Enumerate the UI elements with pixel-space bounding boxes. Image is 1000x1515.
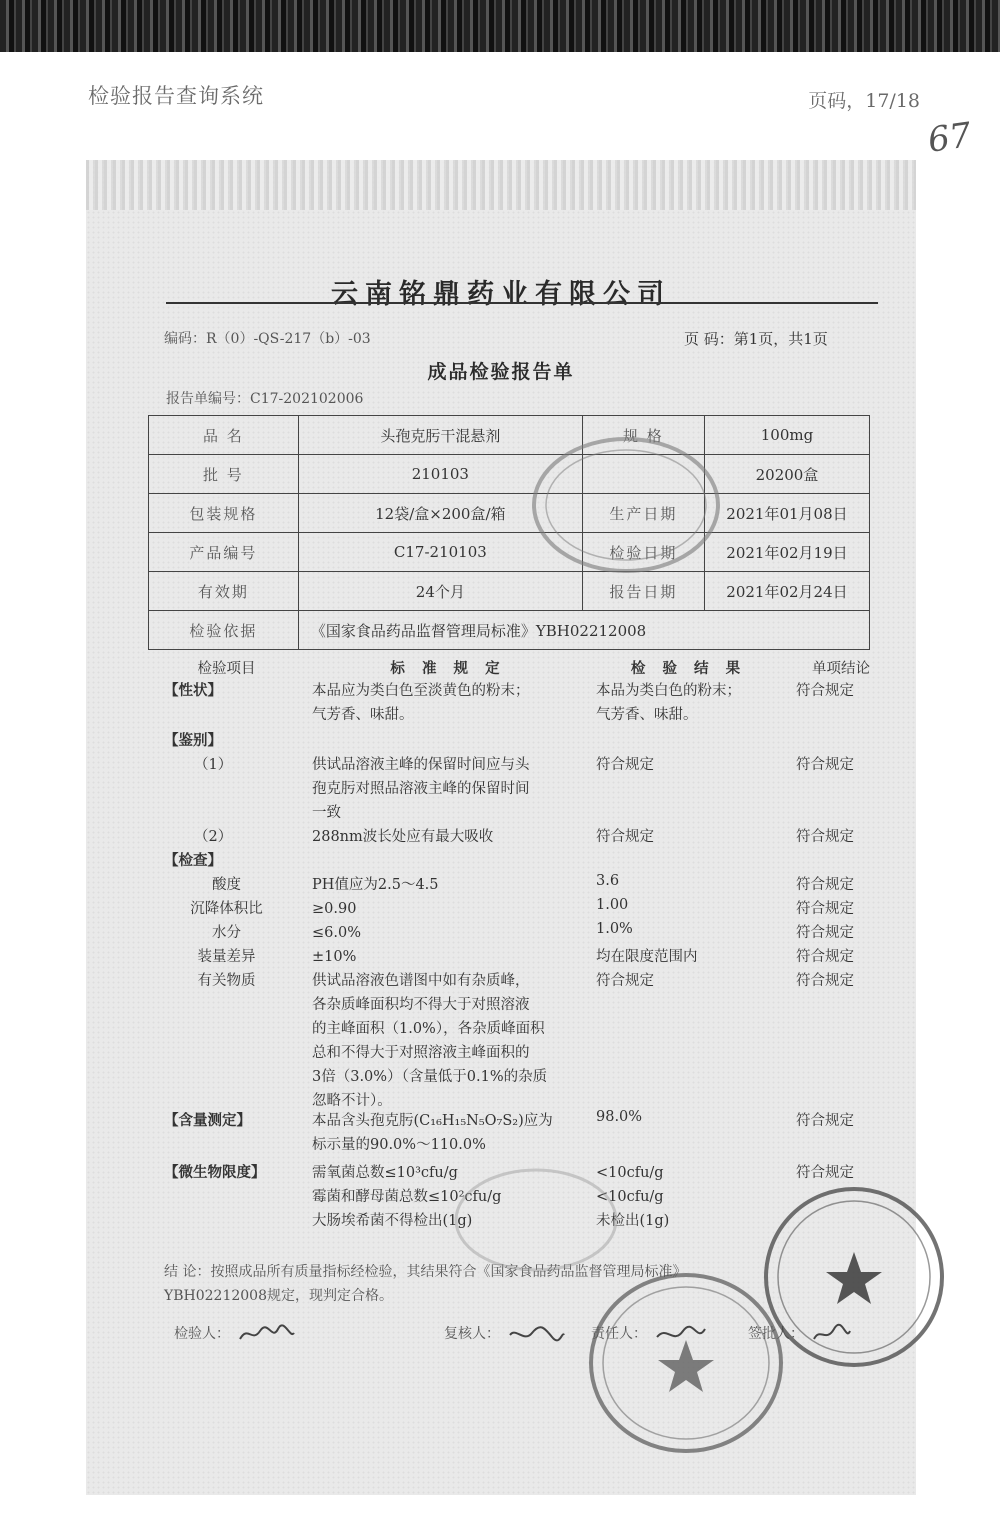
conclusion-text: 符合规定 xyxy=(796,757,854,773)
conclusion-text: 符合规定 xyxy=(796,877,854,893)
standard-line: 供试品溶液色谱图中如有杂质峰， xyxy=(312,973,530,989)
result-text: 符合规定 xyxy=(596,757,654,773)
header-result: 检 验 结 果 xyxy=(630,660,747,677)
header-item: 检验项目 xyxy=(197,661,256,677)
page-number: 页码，17/18 xyxy=(808,90,920,112)
system-name: 检验报告查询系统 xyxy=(88,84,264,108)
conclusion-text: 符合规定 xyxy=(796,949,854,965)
header-standard: 标 准 规 定 xyxy=(390,660,506,677)
signature-label: 签批人： xyxy=(748,1326,804,1342)
signature-inspector xyxy=(174,1323,296,1345)
cell-product-code: C17-210103 xyxy=(298,533,582,572)
signature-label: 责任人： xyxy=(591,1326,647,1342)
result-text: 符合规定 xyxy=(596,973,654,989)
company-name: 云南铭鼎药业有限公司 xyxy=(331,279,671,310)
item-label: （2） xyxy=(194,829,233,845)
report-number: 报告单编号：C17-202102006 xyxy=(166,391,364,407)
quality-dept-seal xyxy=(586,1268,786,1458)
standard-text xyxy=(312,969,584,1113)
result-text: 1.00 xyxy=(596,897,629,913)
conclusion-text: 符合规定 xyxy=(796,925,854,941)
info-row xyxy=(149,572,870,611)
title-divider xyxy=(166,302,878,304)
cell-label: 生产日期 xyxy=(582,494,704,533)
cell-label: 检验依据 xyxy=(149,611,299,650)
result-text: 3.6 xyxy=(596,873,620,889)
standard-text: 288nm波长处应有最大吸收 xyxy=(312,829,494,845)
standard-text: ≥0.90 xyxy=(312,901,357,917)
handwritten-page-mark: 67 xyxy=(925,115,974,161)
cell-label: 产品编号 xyxy=(149,533,299,572)
cell-validity: 24个月 xyxy=(298,572,582,611)
conclusion-text: 符合规定 xyxy=(796,973,854,989)
result-text: 符合规定 xyxy=(596,829,654,845)
cell-quantity: 20200盒 xyxy=(704,455,869,494)
signature-label: 检验人： xyxy=(174,1326,230,1342)
conclusion-line: YBH02212008规定，现判定合格。 xyxy=(164,1288,393,1304)
result-text xyxy=(596,679,781,727)
standard-text: ≤6.0% xyxy=(312,925,361,941)
item-label: （1） xyxy=(194,757,233,773)
page-info: 页 码：第1页，共1页 xyxy=(684,330,828,348)
standard-line: 本品含头孢克肟(C₁₆H₁₅N₅O₇S₂)应为 xyxy=(312,1113,553,1129)
info-row xyxy=(149,533,870,572)
standard-line: 各杂质峰面积均不得大于对照溶液 xyxy=(312,997,530,1013)
standard-line: 一致 xyxy=(312,805,341,821)
cell-label: 品 名 xyxy=(149,416,299,455)
standard-line: 孢克肟对照品溶液主峰的保留时间 xyxy=(312,781,530,797)
standard-line: 的主峰面积（1.0%），各杂质峰面积 xyxy=(312,1021,545,1037)
header-conclusion: 单项结论 xyxy=(812,661,870,677)
conclusion-text: 符合规定 xyxy=(796,1113,854,1129)
info-row xyxy=(149,455,870,494)
report-sheet xyxy=(86,160,916,1495)
cell-packaging: 12袋/盒×200盒/箱 xyxy=(298,494,582,533)
handwritten-signature xyxy=(508,1323,566,1345)
cell-report-date: 2021年02月24日 xyxy=(704,572,869,611)
scan-artifact-strip xyxy=(0,0,1000,52)
standard-line: 总和不得大于对照溶液主峰面积的 xyxy=(312,1045,530,1061)
info-row xyxy=(149,494,870,533)
conclusion-text: 符合规定 xyxy=(796,901,854,917)
cell-product-name: 头孢克肟干混悬剂 xyxy=(298,416,582,455)
faint-stamp xyxy=(451,1165,621,1275)
standard-line: 标示量的90.0%～110.0% xyxy=(312,1137,486,1153)
result-text: 98.0% xyxy=(596,1109,643,1125)
cell-batch: 210103 xyxy=(298,455,582,494)
result-line: 未检出(1g) xyxy=(596,1213,670,1229)
standard-line: 大肠埃希菌不得检出(1g) xyxy=(312,1213,473,1229)
info-row xyxy=(149,611,870,650)
section-label: 【检查】 xyxy=(164,852,222,869)
cell-label: 报告日期 xyxy=(582,572,704,611)
cell-inspection-date: 2021年02月19日 xyxy=(704,533,869,572)
result-line: 本品为类白色的粉末； xyxy=(596,683,741,699)
item-name: 沉降体积比 xyxy=(190,901,263,917)
standard-line: 忽略不计）。 xyxy=(312,1093,392,1109)
result-text: 均在限度范围内 xyxy=(596,949,698,965)
cell-label: 规 格 xyxy=(582,416,704,455)
signature-label: 复核人： xyxy=(444,1326,500,1342)
section-label: 【鉴别】 xyxy=(164,732,222,749)
scan-noise xyxy=(86,160,916,210)
item-name: 有关物质 xyxy=(197,973,256,989)
cell-label: 批 号 xyxy=(149,455,299,494)
result-text: 1.0% xyxy=(596,921,633,937)
document-code: 编码：R（0）-QS-217（b）-03 xyxy=(164,331,371,347)
item-name: 装量差异 xyxy=(197,949,256,965)
standard-line: 3倍（3.0%）（含量低于0.1%的杂质 xyxy=(312,1069,548,1085)
conclusion-text: 符合规定 xyxy=(796,683,854,699)
result-line: <10cfu/g xyxy=(596,1189,664,1205)
report-title: 成品检验报告单 xyxy=(427,361,575,383)
standard-line: 气芳香、味甜。 xyxy=(312,707,414,723)
standard-text xyxy=(312,1109,584,1157)
section-label: 【含量测定】 xyxy=(164,1112,251,1129)
standard-text xyxy=(312,679,584,727)
standard-line: 霉菌和酵母菌总数≤10²cfu/g xyxy=(312,1189,502,1205)
result-line: 气芳香、味甜。 xyxy=(596,707,698,723)
standard-line: 供试品溶液主峰的保留时间应与头 xyxy=(312,757,530,773)
item-name: 水分 xyxy=(212,925,241,941)
handwritten-signature xyxy=(238,1323,296,1345)
item-name: 酸度 xyxy=(212,877,241,893)
section-label: 【微生物限度】 xyxy=(164,1164,266,1181)
conclusion-text: 符合规定 xyxy=(796,829,854,845)
standard-text xyxy=(312,753,584,825)
standard-text: PH值应为2.5～4.5 xyxy=(312,877,439,893)
conclusion-line: 结 论：按照成品所有质量指标经检验，其结果符合《国家食品药品监督管理局标准》 xyxy=(164,1264,687,1280)
standard-text: ±10% xyxy=(312,949,357,965)
cell-basis: 《国家食品药品监督管理局标准》YBH02212008 xyxy=(298,611,869,650)
conclusion-text: 符合规定 xyxy=(796,1165,854,1181)
standard-line: 本品应为类白色至淡黄色的粉末； xyxy=(312,683,530,699)
cell-label: 检验日期 xyxy=(582,533,704,572)
cell-spec: 100mg xyxy=(704,416,869,455)
cell-label: 包装规格 xyxy=(149,494,299,533)
cell-production-date: 2021年01月08日 xyxy=(704,494,869,533)
cell-label: 有效期 xyxy=(149,572,299,611)
result-line: <10cfu/g xyxy=(596,1165,664,1181)
info-row xyxy=(149,416,870,455)
product-info-table xyxy=(148,415,870,650)
signature-reviewer xyxy=(444,1323,566,1345)
section-label: 【性状】 xyxy=(164,682,222,699)
quality-stamp-oval xyxy=(526,430,726,580)
standard-line: 需氧菌总数≤10³cfu/g xyxy=(312,1165,458,1181)
